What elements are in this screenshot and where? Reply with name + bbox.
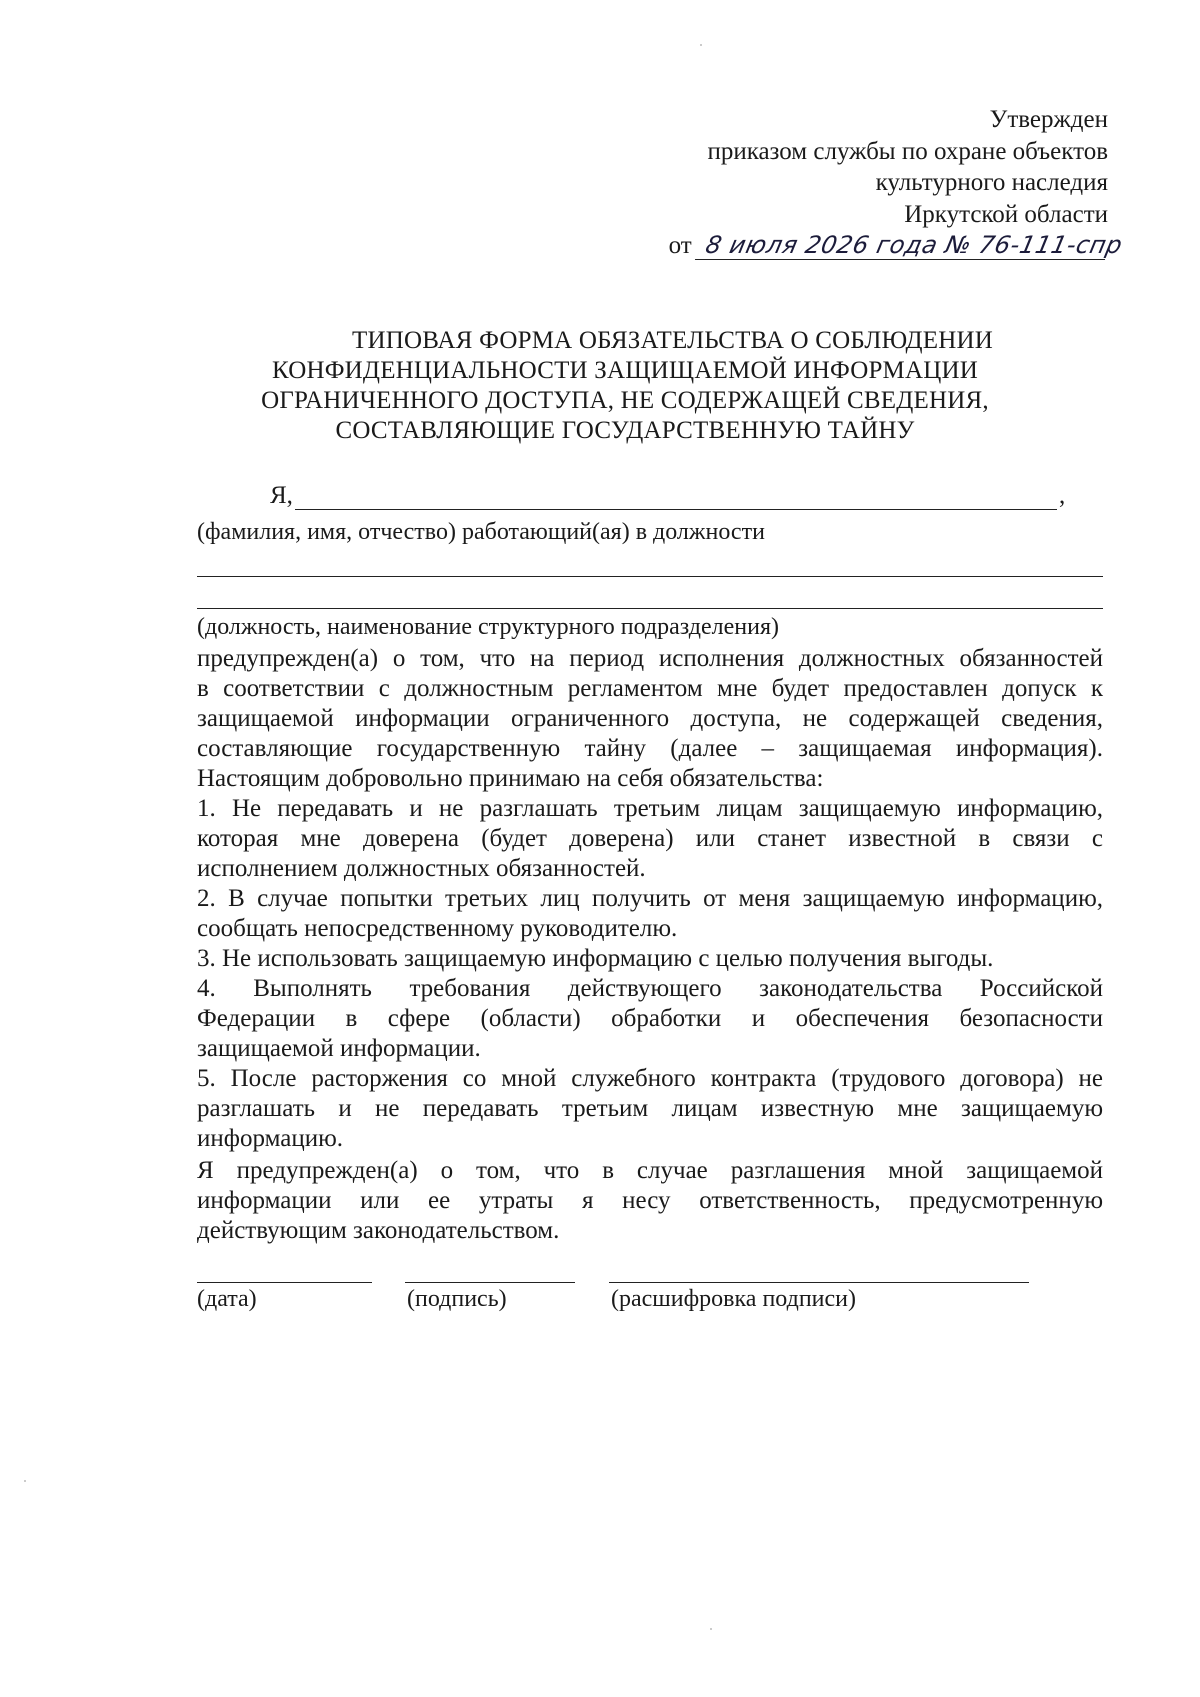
date-blank[interactable] <box>197 1282 372 1283</box>
approval-line-1: Утвержден <box>989 106 1108 133</box>
closing-line: информации или ее утраты я несу ответственность, предусмотренную <box>197 1187 1103 1214</box>
obligation-item-3 <box>197 944 1103 974</box>
title-line-4: СОСТАВЛЯЮЩИЕ ГОСУДАРСТВЕННУЮ ТАЙНУ <box>335 417 915 444</box>
title-line-2: КОНФИДЕНЦИАЛЬНОСТИ ЗАЩИЩАЕМОЙ ИНФОРМАЦИИ <box>271 357 979 384</box>
signature-decode-blank[interactable] <box>609 1282 1029 1283</box>
intro-line: составляющие государственную тайну (далее – защищаемая информация). <box>197 735 1103 762</box>
approval-order-line <box>668 230 1126 262</box>
intro-line: предупрежден(а) о том, что на период исполнения должностных обязанностей <box>197 645 1103 672</box>
obligation-item-2 <box>197 884 1103 944</box>
scan-speck <box>24 1480 26 1482</box>
approval-line-2: приказом службы по охране объектов <box>707 137 1108 165</box>
obligation-item-5 <box>197 1064 1103 1154</box>
item-line: исполнением должностных обязанностей. <box>197 855 646 882</box>
item-line: 4. Выполнять требования действующего законодательства Российской <box>197 975 1103 1002</box>
title-line-1: ТИПОВАЯ ФОРМА ОБЯЗАТЕЛЬСТВА О СОБЛЮДЕНИИ <box>352 327 993 354</box>
signature-row <box>197 1282 1077 1342</box>
item-line: которая мне доверена (будет доверена) или станет известной в связи с <box>197 825 1103 852</box>
ya-label: Я, <box>270 482 293 509</box>
ya-comma: , <box>1058 482 1066 509</box>
item-line: информацию. <box>197 1125 344 1152</box>
item-line: сообщать непосредственному руководителю. <box>197 915 678 942</box>
closing-line: Я предупрежден(а) о том, что в случае разглашения мной защищаемой <box>197 1157 1103 1184</box>
item-line: 1. Не передавать и не разглашать третьим лицам защищаемую информацию, <box>197 795 1103 822</box>
intro-line: защищаемой информации ограниченного доступа, не содержащей сведения, <box>197 705 1103 732</box>
name-field-row <box>270 482 1120 510</box>
order-handwritten-date-number: 8 июля 2026 года № 76-111-спр <box>695 231 1111 260</box>
approval-block <box>668 104 1126 262</box>
scan-speck <box>710 1628 712 1630</box>
obligation-item-4 <box>197 974 1103 1064</box>
item-line: 2. В случае попытки третьих лиц получить от меня защищаемую информацию, <box>197 885 1103 912</box>
item-line: разглашать и не передавать третьим лицам известную мне защищаемую <box>197 1095 1103 1122</box>
closing-line: действующим законодательством. <box>197 1217 560 1244</box>
caption-position: (должность, наименование структурного подразделения) <box>197 614 779 640</box>
approval-line-3: культурного наследия <box>875 169 1108 196</box>
item-line: 5. После расторжения со мной служебного контракта (трудового договора) не <box>197 1065 1103 1092</box>
caption-fio: (фамилия, имя, отчество) работающий(ая) в должности <box>197 519 765 545</box>
title-line-3: ОГРАНИЧЕННОГО ДОСТУПА, НЕ СОДЕРЖАЩЕЙ СВЕДЕНИЯ, <box>261 387 989 414</box>
position-blank-1[interactable] <box>197 576 1103 577</box>
item-line: защищаемой информации. <box>197 1035 481 1062</box>
item-line: Федерации в сфере (области) обработки и обеспечения безопасности <box>197 1005 1103 1032</box>
intro-line: в соответствии с должностным регламентом мне будет предоставлен допуск к <box>197 675 1103 702</box>
order-prefix: от <box>668 232 692 259</box>
scan-speck <box>700 44 702 46</box>
approval-line-4: Иркутской области <box>904 200 1108 228</box>
closing-paragraph <box>197 1156 1103 1246</box>
intro-line: Настоящим добровольно принимаю на себя обязательства: <box>197 765 824 792</box>
date-caption: (дата) <box>197 1286 257 1312</box>
intro-paragraph <box>197 644 1103 794</box>
obligation-item-1 <box>197 794 1103 884</box>
signature-caption: (подпись) <box>407 1286 507 1312</box>
position-blank-2[interactable] <box>197 608 1103 609</box>
document-title <box>175 326 1075 446</box>
signature-blank[interactable] <box>405 1282 575 1283</box>
signature-decode-caption: (расшифровка подписи) <box>611 1286 856 1312</box>
item-line: 3. Не использовать защищаемую информацию с целью получения выгоды. <box>197 945 994 972</box>
full-name-blank[interactable] <box>295 483 1057 510</box>
